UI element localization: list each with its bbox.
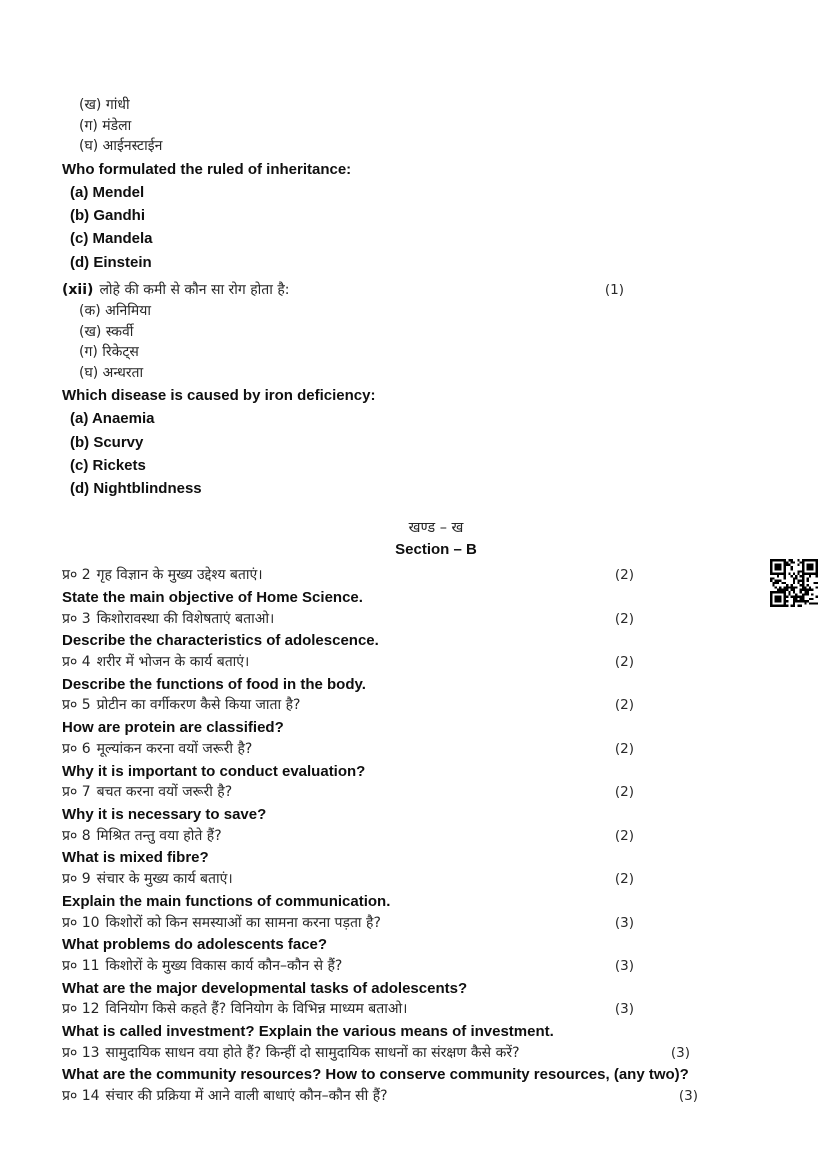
hindi-option: (घ) आईनस्टाईन [79, 138, 163, 154]
section-title-hindi: खण्ड – ख [408, 519, 464, 536]
english-option: (d) Einstein [70, 253, 152, 271]
question-paper-page [62, 95, 770, 1108]
question-number: प्र० 5 [62, 697, 91, 714]
question-text-english: Explain the main functions of communication. [62, 892, 391, 910]
question-number: प्र० 13 [62, 1044, 100, 1061]
question-marks: (3) [670, 1044, 690, 1061]
q-xii-english-question: Which disease is caused by iron deficiency: [62, 387, 376, 405]
question-number: प्र० 10 [62, 914, 100, 931]
english-option: (b) Scurvy [70, 433, 144, 451]
question-hindi-row [62, 956, 770, 978]
question-text-hindi: लोहे की कमी से कौन सा रोग होता है: [99, 282, 290, 299]
question-text-english: Why it is important to conduct evaluation? [62, 762, 366, 780]
question-text-english: How are protein are classified? [62, 719, 284, 737]
question-text-hindi: शरीर में भोजन के कार्य बताएं। [96, 654, 250, 671]
q-xi-english-options [62, 181, 770, 275]
question-hindi-row [62, 609, 770, 631]
question-hindi-row [62, 652, 770, 674]
english-option: (c) Rickets [70, 456, 146, 474]
question-text-hindi: मूल्यांकन करना वयों जरूरी है? [96, 740, 253, 757]
question-text-hindi: संचार के मुख्य कार्य बताएं। [96, 871, 233, 888]
question-marks: (2) [614, 827, 634, 844]
question-marks: (3) [614, 1001, 634, 1018]
question-number: प्र० 8 [62, 827, 91, 844]
question-hindi-row [62, 999, 770, 1021]
english-option: (a) Anaemia [70, 410, 155, 428]
question-text-hindi: बचत करना वयों जरूरी है? [96, 784, 233, 801]
question-text-english: State the main objective of Home Science. [62, 588, 363, 606]
english-option: (a) Mendel [70, 183, 145, 201]
question-marks: (2) [614, 784, 634, 801]
hindi-option: (क) अनिमिया [79, 303, 151, 320]
english-option: (d) Nightblindness [70, 480, 202, 498]
hindi-option: (ख) गांधी [79, 97, 130, 113]
question-number: प्र० 12 [62, 1001, 100, 1018]
question-marks: (3) [614, 957, 634, 974]
question-marks: (1) [604, 282, 624, 299]
question-number: प्र० 2 [62, 567, 91, 584]
question-text-hindi: सामुदायिक साधन वया होते हैं? किन्हीं दो सामुदायिक साधनों का संरक्षण कैसे करें? [105, 1044, 520, 1061]
question-marks: (2) [614, 871, 634, 888]
question-hindi-row [62, 913, 770, 935]
question-text-english: What are the community resources? How to conserve community resources, (any two)? [62, 1066, 689, 1084]
question-text-hindi: किशोरों के मुख्य विकास कार्य कौन–कौन से हैं? [105, 957, 343, 974]
question-text-english: Describe the functions of food in the body. [62, 675, 366, 693]
question-text-english: What are the major developmental tasks of adolescents? [62, 979, 468, 997]
question-text-hindi: गृह विज्ञान के मुख्य उद्देश्य बताएं। [96, 567, 263, 584]
question-marks: (2) [614, 610, 634, 627]
questions-list [62, 565, 770, 1108]
question-text-hindi: प्रोटीन का वर्गीकरण कैसे किया जाता है? [96, 697, 301, 714]
q-xi-english-question: Who formulated the ruled of inheritance: [62, 160, 352, 178]
question-number: प्र० 6 [62, 740, 91, 757]
question-hindi-row [62, 1043, 770, 1065]
english-option: (c) Mandela [70, 230, 153, 248]
question-marks: (3) [614, 914, 634, 931]
question-number: प्र० 14 [62, 1088, 100, 1105]
question-marks: (2) [614, 567, 634, 584]
question-hindi-row [62, 1086, 770, 1108]
question-number: प्र० 9 [62, 871, 91, 888]
question-number: प्र० 11 [62, 957, 100, 974]
hindi-option: (ग) मंडेला [79, 117, 132, 134]
hindi-option: (ग) रिकेट्स [79, 344, 139, 361]
question-text-hindi: किशोरों को किन समस्याओं का सामना करना पड़ता है? [105, 914, 381, 931]
question-text-hindi: किशोरावस्था की विशेषताएं बताओ। [96, 610, 275, 627]
question-number: प्र० 7 [62, 784, 91, 801]
question-hindi-row [62, 782, 770, 804]
question-marks: (3) [678, 1088, 698, 1105]
q-xi-hindi-options [62, 95, 770, 157]
question-text-english: Describe the characteristics of adolescence. [62, 632, 379, 650]
q-xii-hindi-row [62, 280, 770, 301]
hindi-option: (ख) स्कर्वी [79, 323, 134, 340]
question-number: प्र० 4 [62, 654, 91, 671]
question-hindi-row [62, 565, 770, 587]
question-text-hindi: विनियोग किसे कहते हैं? विनियोग के विभिन्न माध्यम बताओ। [105, 1001, 408, 1018]
question-marks: (2) [614, 740, 634, 757]
question-text-hindi: संचार की प्रक्रिया में आने वाली बाधाएं कौन–कौन सी हैं? [105, 1088, 388, 1105]
question-marks: (2) [614, 697, 634, 714]
question-marks: (2) [614, 654, 634, 671]
section-header [82, 518, 790, 562]
question-number: (xii) [62, 282, 94, 299]
question-text-english: What is mixed fibre? [62, 849, 209, 867]
question-text-english: What is called investment? Explain the various means of investment. [62, 1023, 554, 1041]
question-text-english: Why it is necessary to save? [62, 805, 267, 823]
section-title-english: Section – B [395, 541, 477, 559]
question-hindi-row [62, 826, 770, 848]
question-text-english: What problems do adolescents face? [62, 936, 328, 954]
question-hindi-row [62, 869, 770, 891]
hindi-option: (घ) अन्धरता [79, 364, 144, 381]
question-text-hindi: मिश्रित तन्तु वया होते हैं? [96, 827, 222, 844]
question-hindi-row [62, 695, 770, 717]
qr-code-icon [770, 556, 818, 611]
q-xii-hindi-options [62, 301, 770, 383]
question-number: प्र० 3 [62, 610, 91, 627]
question-hindi-row [62, 739, 770, 761]
q-xii-english-options [62, 407, 770, 501]
english-option: (b) Gandhi [70, 206, 145, 224]
